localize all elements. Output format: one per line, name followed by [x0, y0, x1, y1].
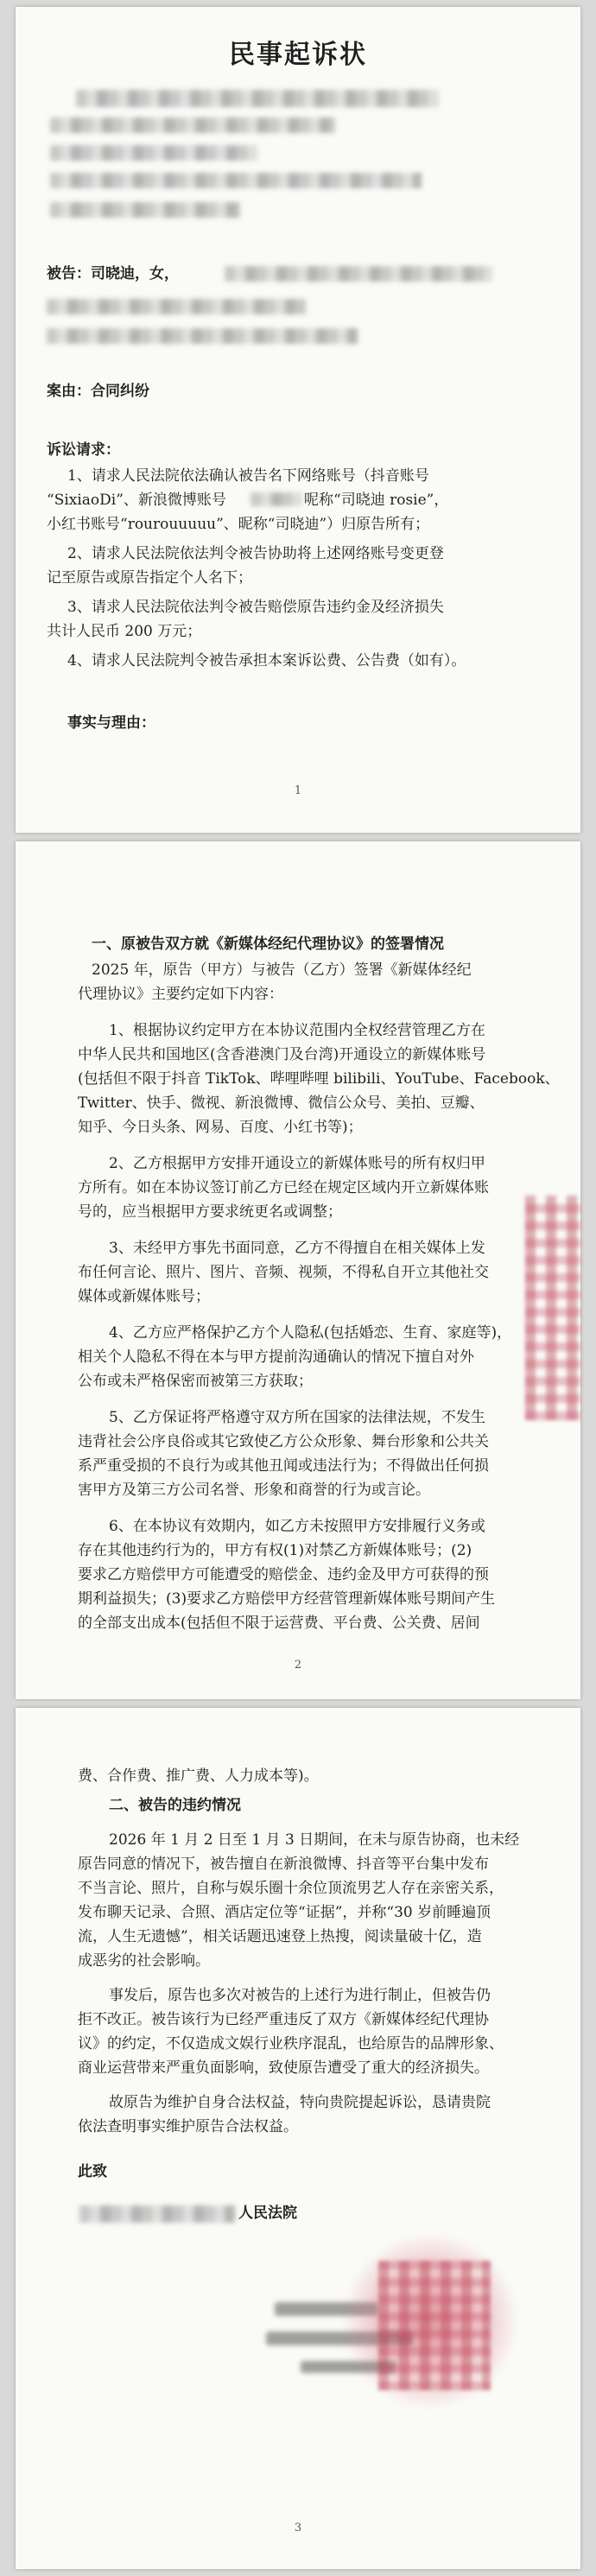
paragraph-line: 成恶劣的社会影响。 — [78, 1952, 210, 1970]
redacted-text — [50, 173, 422, 188]
page-2 — [16, 841, 580, 1699]
redacted-text — [50, 145, 257, 161]
paragraph-line: 拒不改正。被告该行为已经严重违反了双方《新媒体经纪代理协 — [78, 2011, 489, 2028]
redacted-text — [250, 492, 302, 506]
term-line: 3、未经甲方事先书面同意，乙方不得擅自在相关媒体上发 — [109, 1240, 485, 1257]
term-line: 知乎、今日头条、网易、百度、小红书等)； — [78, 1119, 363, 1136]
claim-line: 共计人民币 200 万元； — [47, 623, 202, 640]
paragraph-line: 不当言论、照片，自称与娱乐圈十余位顶流男艺人存在亲密关系， — [78, 1880, 504, 1897]
cause-line: 案由：合同纠纷 — [47, 383, 149, 400]
paragraph-line: 费、合作费、推广费、人力成本等)。 — [78, 1767, 319, 1785]
term-line: 的全部支出成本(包括但不限于运营费、平台费、公关费、居间 — [78, 1615, 480, 1632]
redacted-text — [76, 90, 439, 107]
term-line: 4、乙方应严格保护乙方个人隐私(包括婚恋、生育、家庭等)， — [109, 1324, 512, 1342]
paragraph-line: 流，人生无遗憾”，相关话题迅速登上热搜，阅读量破十亿，造 — [78, 1928, 482, 1945]
redacted-text — [47, 299, 306, 314]
page-number: 2 — [294, 1659, 302, 1672]
term-line: 违背社会公序良俗或其它致使乙方公众形象、舞台形象和公共关 — [78, 1433, 489, 1450]
paragraph-line: 发布聊天记录、合照、酒店定位等“证据”，并称“30 岁前睡遍顶 — [78, 1904, 491, 1921]
paragraph-line: 2025 年，原告（甲方）与被告（乙方）签署《新媒体经纪 — [92, 961, 472, 979]
term-line: 号的，应当根据甲方要求统更名或调整； — [78, 1203, 342, 1221]
closing-phrase: 此致 — [78, 2163, 107, 2180]
court-name: 人民法院 — [238, 2205, 297, 2222]
term-line: 害甲方及第三方公司名誉、形象和商誉的行为或言论。 — [78, 1482, 430, 1499]
document-title: 民事起诉状 — [229, 40, 367, 70]
page-1 — [16, 7, 580, 833]
claim-line: “SixiaoDi”、新浪微博账号 — [47, 492, 226, 509]
claim-line: 4、请求人民法院判令被告承担本案诉讼费、公告费（如有）。 — [67, 652, 466, 669]
facts-heading: 事实与理由： — [67, 714, 155, 732]
redacted-text — [225, 266, 492, 282]
paragraph-line: 依法查明事实维护原告合法权益。 — [78, 2118, 298, 2135]
claim-line: 呢称“司晓迪 rosie”， — [304, 492, 449, 509]
redacted-text — [79, 2205, 235, 2223]
term-line: (包括但不限于抖音 TikTok、哔哩哔哩 bilibili、YouTube、Facebook、 — [78, 1070, 560, 1088]
term-line: 方所有。如在本协议签订前乙方已经在规定区域内开立新媒体账 — [78, 1179, 489, 1196]
section1-heading: 一、原被告双方就《新媒体经纪代理协议》的签署情况 — [92, 936, 444, 953]
redacted-text — [50, 117, 335, 133]
term-line: 布任何言论、照片、图片、音频、视频，不得私自开立其他社交 — [78, 1264, 489, 1281]
redacted-text — [50, 202, 240, 218]
claim-line: 1、请求人民法院依法确认被告名下网络账号（抖音账号 — [67, 467, 429, 485]
claims-heading: 诉讼请求： — [47, 441, 120, 459]
term-line: 中华人民共和国地区(含香港澳门及台湾)开通设立的新媒体账号 — [78, 1046, 486, 1063]
term-line: 期利益损失；(3)要求乙方赔偿甲方经营管理新媒体账号期间产生 — [78, 1590, 496, 1608]
term-line: 要求乙方赔偿甲方可能遭受的赔偿金、违约金及甲方可获得的预 — [78, 1566, 489, 1583]
paragraph-line: 原告同意的情况下，被告擅自在新浪微博、抖音等平台集中发布 — [78, 1856, 489, 1873]
term-line: 5、乙方保证将严格遵守双方所在国家的法律法规，不发生 — [109, 1409, 485, 1426]
term-line: 公布或未严格保密而被第三方获取； — [78, 1373, 313, 1390]
claim-line: 记至原告或原告指定个人名下； — [47, 569, 252, 587]
paragraph-line: 代理协议》主要约定如下内容： — [78, 986, 283, 1003]
claim-line: 3、请求人民法院依法判令被告赔偿原告违约金及经济损失 — [67, 599, 444, 616]
page-number: 3 — [294, 2522, 302, 2535]
term-line: 系严重受损的不良行为或其他丑闻或违法行为；不得做出任何损 — [78, 1457, 489, 1475]
claim-line: 小红书账号“rourouuuuu”、昵称“司晓迪”）归原告所有； — [47, 516, 430, 533]
term-line: 2、乙方根据甲方安排开通设立的新媒体账号的所有权归甲 — [109, 1155, 485, 1172]
defendant-line: 被告：司晓迪，女， — [47, 265, 179, 282]
paragraph-line: 2026 年 1 月 2 日至 1 月 3 日期间，在未与原告协商，也未经 — [109, 1831, 520, 1849]
page-3 — [16, 1708, 580, 2569]
section2-heading: 二、被告的违约情况 — [109, 1797, 241, 1814]
paragraph-line: 事发后，原告也多次对被告的上述行为进行制止，但被告仍 — [109, 1987, 491, 2004]
paragraph-line: 故原告为维护自身合法权益，特向贵院提起诉讼，恳请贵院 — [109, 2094, 491, 2111]
term-line: 1、根据协议约定甲方在本协议范围内全权经营管理乙方在 — [109, 1022, 485, 1039]
claim-line: 2、请求人民法院依法判令被告协助将上述网络账号变更登 — [67, 545, 444, 562]
seal-mosaic — [525, 1196, 580, 1420]
paragraph-line: 议》的约定，不仅造成文娱行业秩序混乱，也给原告的品牌形象、 — [78, 2035, 504, 2053]
paragraph-line: 商业运营带来严重负面影响，致使原告遭受了重大的经济损失。 — [78, 2059, 489, 2077]
term-line: 6、在本协议有效期内，如乙方未按照甲方安排履行义务或 — [109, 1518, 485, 1535]
term-line: Twitter、快手、微视、新浪微博、微信公众号、美拍、豆瓣、 — [78, 1094, 485, 1112]
redacted-text — [47, 328, 358, 344]
seal-mosaic — [378, 2261, 491, 2390]
term-line: 存在其他违约行为的，甲方有权(1)对禁乙方新媒体账号；(2) — [78, 1542, 472, 1559]
term-line: 相关个人隐私不得在本与甲方提前沟通确认的情况下擅自对外 — [78, 1348, 474, 1366]
term-line: 媒体或新媒体账号； — [78, 1288, 210, 1305]
page-number: 1 — [294, 784, 302, 797]
